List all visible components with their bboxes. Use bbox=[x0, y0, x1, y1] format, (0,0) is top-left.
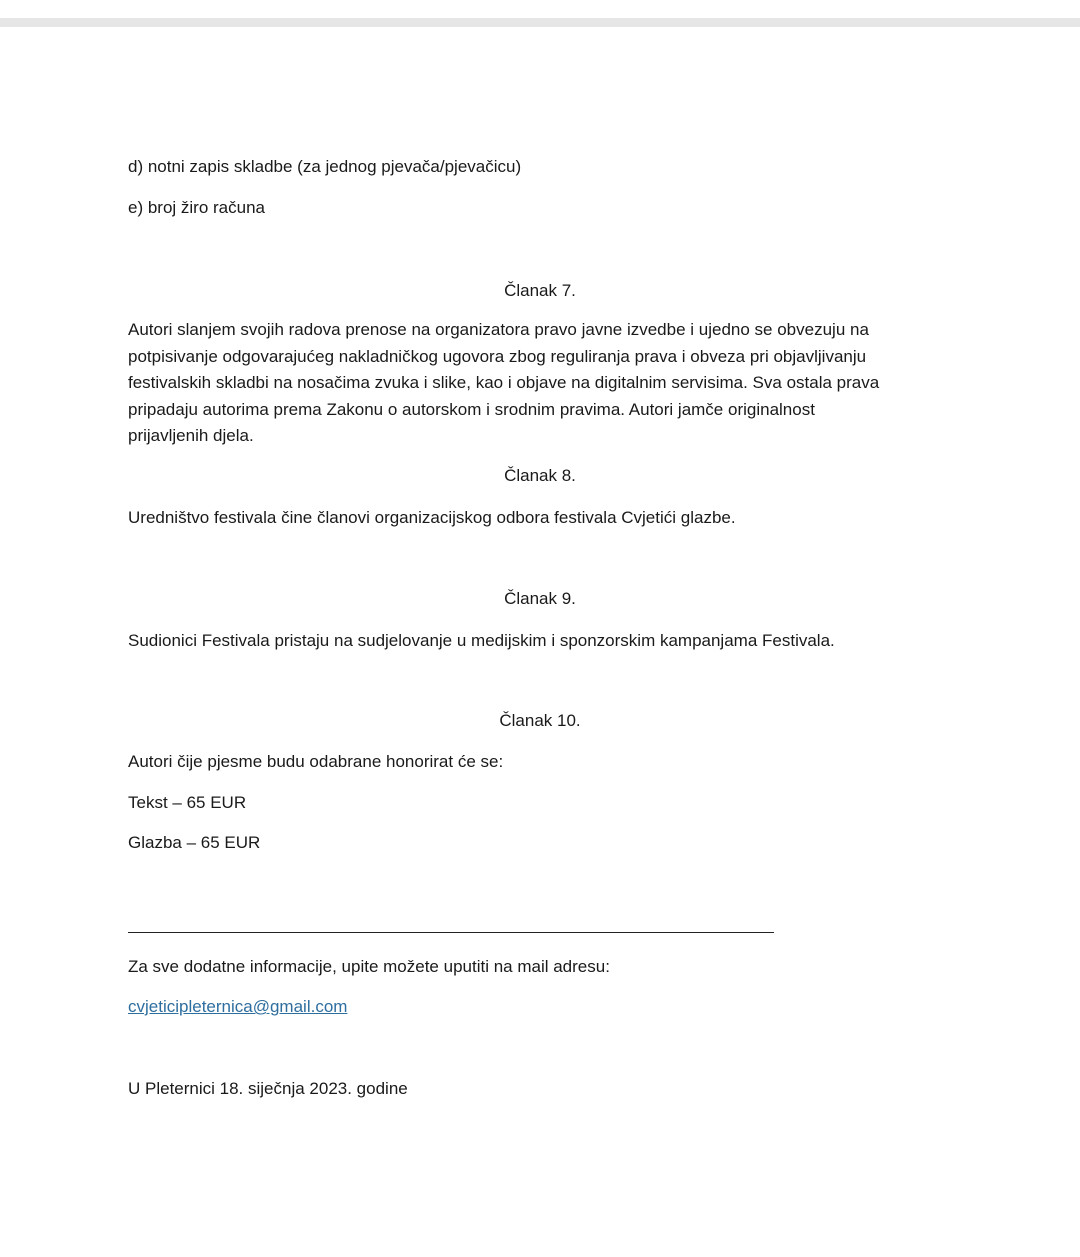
article-10-intro: Autori čije pjesme budu odabrane honorirat će se: bbox=[128, 752, 504, 771]
place-date: U Pleternici 18. siječnja 2023. godine bbox=[128, 1079, 408, 1098]
list-item-e: e) broj žiro računa bbox=[128, 198, 266, 217]
contact-info: Za sve dodatne informacije, upite možete uputiti na mail adresu: bbox=[128, 957, 610, 976]
fee-text: Tekst – 65 EUR bbox=[128, 793, 247, 812]
article-7-line-5: prijavljenih djela. bbox=[128, 426, 254, 445]
fee-music: Glazba – 65 EUR bbox=[128, 833, 261, 852]
article-7-line-1: Autori slanjem svojih radova prenose na organizatora pravo javne izvedbe i ujedno se obvezuju na bbox=[128, 320, 869, 339]
article-7-line-4: pripadaju autorima prema Zakonu o autorskom i srodnim pravima. Autori jamče originalnost bbox=[128, 399, 815, 419]
article-10-heading: Članak 10. bbox=[499, 711, 581, 730]
article-8-text: Uredništvo festivala čine članovi organizacijskog odbora festivala Cvjetići glazbe. bbox=[128, 508, 736, 527]
email-link[interactable]: cvjeticipleternica@gmail.com bbox=[128, 997, 348, 1016]
article-7-line-2: potpisivanje odgovarajućeg nakladničkog ugovora zbog reguliranja prava i obveza pri objavljivanju bbox=[128, 346, 867, 366]
article-7-line-3: festivalskih skladbi na nosačima zvuka i slike, kao i objave na digitalnim servisima. Sva ostala prava bbox=[128, 373, 880, 392]
article-9-text: Sudionici Festivala pristaju na sudjelovanje u medijskim i sponzorskim kampanjama Festivala. bbox=[128, 631, 835, 650]
list-item-d: d) notni zapis skladbe (za jednog pjevača/pjevačicu) bbox=[128, 157, 522, 176]
article-7-heading: Članak 7. bbox=[504, 281, 576, 300]
separator-line bbox=[128, 932, 774, 933]
article-8-heading: Članak 8. bbox=[504, 466, 576, 485]
article-9-heading: Članak 9. bbox=[504, 589, 576, 608]
